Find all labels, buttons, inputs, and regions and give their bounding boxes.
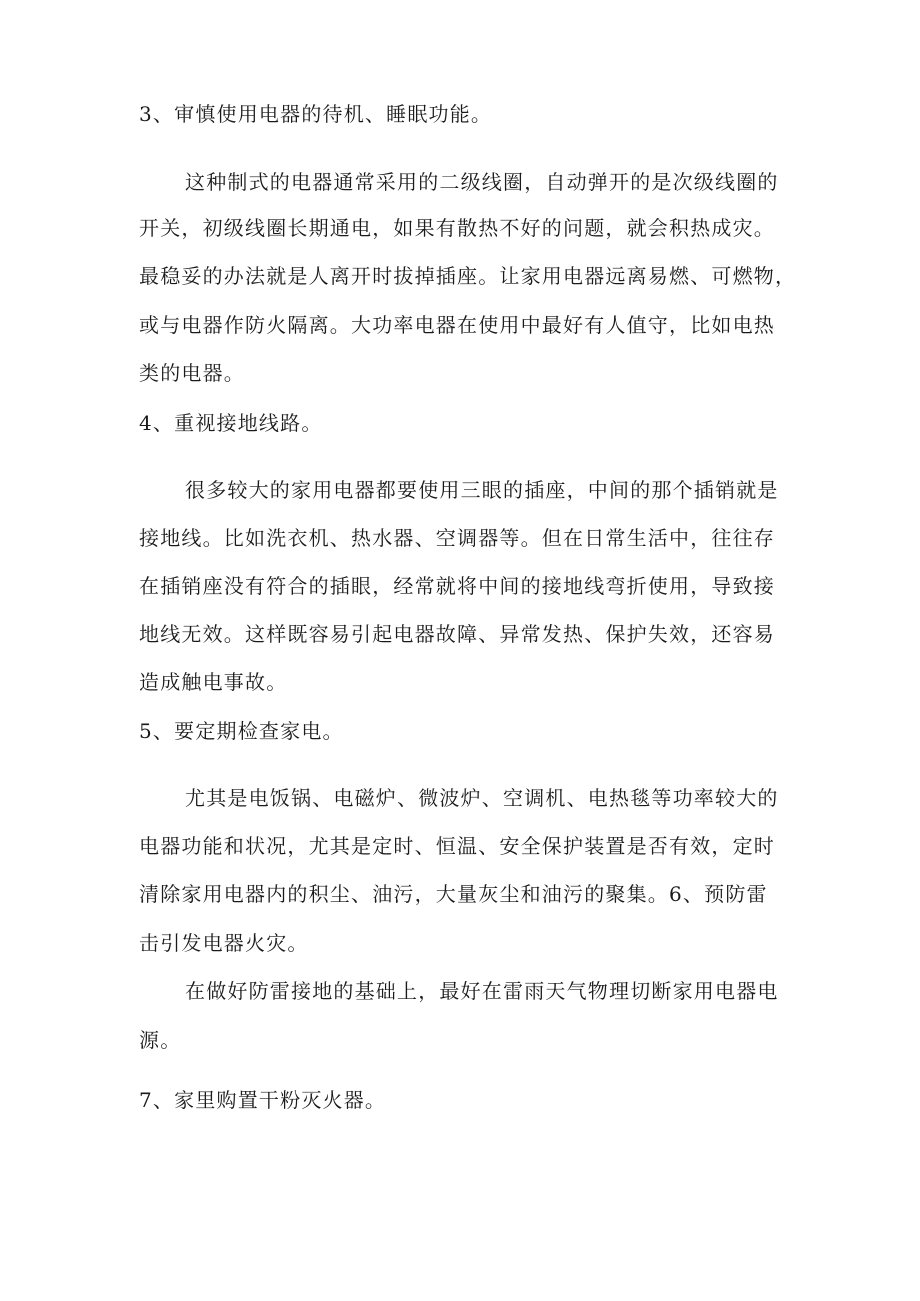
section-5-line-4: 击引发电器火灾。 (139, 931, 309, 955)
section-3-line-5: 类的电器。 (139, 361, 245, 385)
section-5-line-3: 清除家用电器内的积尘、油污，大量灰尘和油污的聚集。6、预防雷 (139, 882, 768, 906)
section-5-line-1: 尤其是电饭锅、电磁炉、微波炉、空调机、电热毯等功率较大的 (185, 786, 779, 810)
section-3-heading: 3、审慎使用电器的待机、睡眠功能。 (139, 102, 493, 126)
section-6-line-2: 源。 (139, 1028, 182, 1052)
section-3-line-4: 或与电器作防火隔离。大功率电器在使用中最好有人值守，比如电热 (139, 313, 775, 337)
section-4-line-5: 造成触电事故。 (139, 670, 288, 694)
section-4-line-2: 接地线。比如洗衣机、热水器、空调器等。但在日常生活中，往往存 (139, 526, 775, 550)
section-6-line-1: 在做好防雷接地的基础上，最好在雷雨天气物理切断家用电器电 (185, 979, 779, 1003)
section-3-line-1: 这种制式的电器通常采用的二级线圈，自动弹开的是次级线圈的 (185, 170, 779, 194)
section-4-heading: 4、重视接地线路。 (139, 411, 323, 435)
section-3-line-3: 最稳妥的办法就是人离开时拔掉插座。让家用电器远离易燃、可燃物， (139, 264, 797, 288)
section-3-line-2: 开关，初级线圈长期通电，如果有散热不好的问题，就会积热成灾。 (139, 216, 775, 240)
section-5-line-2: 电器功能和状况，尤其是定时、恒温、安全保护装置是否有效，定时 (139, 834, 775, 858)
section-4-line-3: 在插销座没有符合的插眼，经常就将中间的接地线弯折使用，导致接 (139, 574, 775, 598)
section-5-heading: 5、要定期检查家电。 (139, 719, 344, 743)
section-4-line-4: 地线无效。这样既容易引起电器故障、异常发热、保护失效，还容易 (139, 622, 775, 646)
section-7-heading: 7、家里购置干粉灭火器。 (139, 1088, 387, 1112)
section-4-line-1: 很多较大的家用电器都要使用三眼的插座，中间的那个插销就是 (185, 478, 779, 502)
